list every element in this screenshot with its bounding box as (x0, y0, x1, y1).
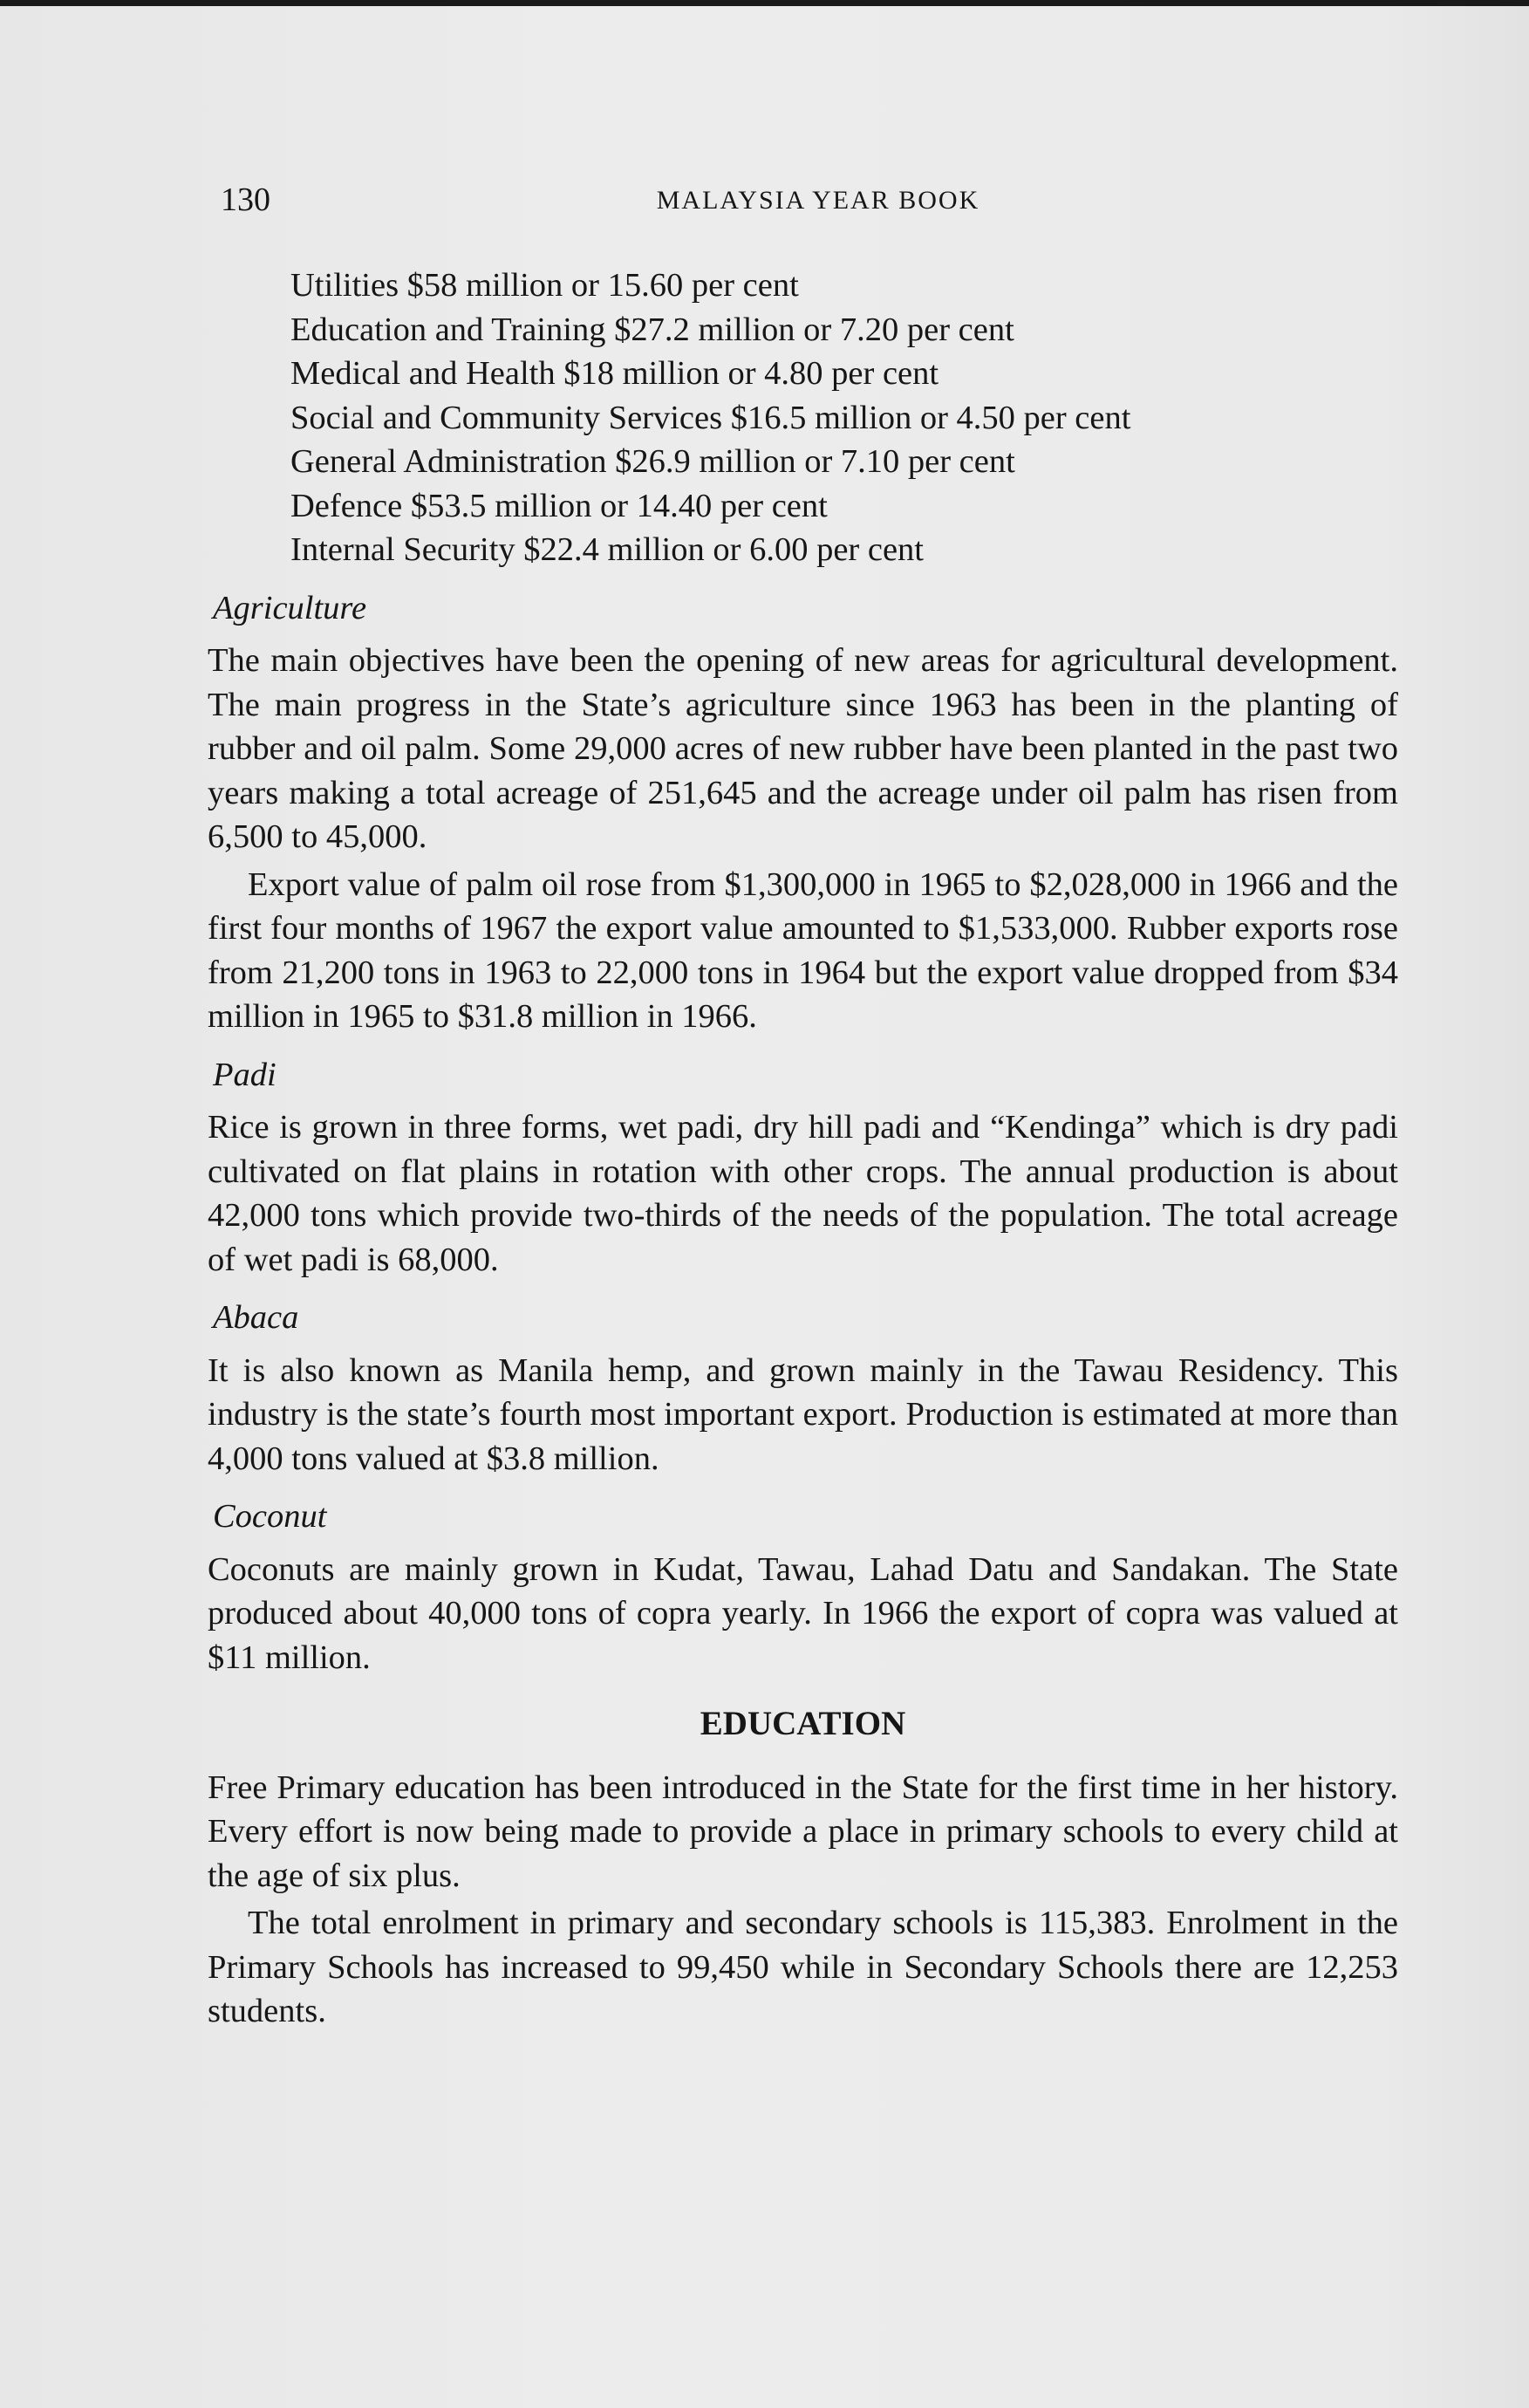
coconut-heading: Coconut (213, 1498, 327, 1535)
allocation-item: Internal Security $22.4 million or 6.00 per cent (290, 531, 924, 568)
page-content (208, 263, 1398, 2034)
allocation-item: Social and Community Services $16.5 million or 4.50 per cent (290, 399, 1131, 436)
running-head (221, 181, 1398, 224)
scan-top-edge (0, 0, 1529, 6)
book-title: MALAYSIA YEAR BOOK (656, 186, 980, 215)
agriculture-paragraph: Export value of palm oil rose from $1,300,000 in 1965 to $2,028,000 in 1966 and the first four months of 1967 the export value amounted to $1,533,000. Rubber exports rose from 21,200 tons in 1963 to 22,000 tons in 1964 but the export value dropped from $34 million in 1965 to $31.8 million in 1966. (208, 865, 1398, 1035)
allocation-item: Defence $53.5 million or 14.40 per cent (290, 487, 828, 524)
allocation-item: Utilities $58 million or 15.60 per cent (290, 267, 799, 304)
book-page (0, 6, 1529, 2408)
allocation-item: Education and Training $27.2 million or 7.20 per cent (290, 311, 1014, 348)
education-paragraph: The total enrolment in primary and secondary schools is 115,383. Enrolment in the Primary Schools has increased to 99,450 while in Secondary Schools there are 12,253 students. (208, 1905, 1398, 2029)
education-heading: EDUCATION (700, 1705, 906, 1742)
agriculture-heading: Agriculture (213, 589, 367, 626)
abaca-heading: Abaca (213, 1299, 299, 1336)
coconut-paragraph: Coconuts are mainly grown in Kudat, Tawau, Lahad Datu and Sandakan. The State produced about 40,000 tons of copra yearly. In 1966 the export of copra was valued at $11 million. (208, 1550, 1398, 1676)
allocation-item: Medical and Health $18 million or 4.80 per cent (290, 355, 939, 392)
padi-paragraph: Rice is grown in three forms, wet padi, dry hill padi and “Kendinga” which is dry padi cultivated on flat plains in rotation with other crops. The annual production is about 42,000 tons which provide two-thirds of the needs of the population. The total acreage of wet padi is 68,000. (208, 1109, 1398, 1278)
abaca-paragraph: It is also known as Manila hemp, and grown mainly in the Tawau Residency. This industry is the state’s fourth most important export. Production is estimated at more than 4,000 tons valued at $3.8 million. (208, 1351, 1398, 1477)
padi-heading: Padi (213, 1056, 276, 1093)
education-paragraph: Free Primary education has been introduced in the State for the first time in her history. Every effort is now being made to provide a place in primary schools to every child at the age of six plus. (208, 1768, 1398, 1894)
allocation-list (208, 263, 1398, 572)
agriculture-paragraph: The main objectives have been the opening of new areas for agricultural development. The main progress in the State’s agriculture since 1963 has been in the planting of rubber and oil palm. Some 29,000 acres of new rubber have been planted in the past two years making a total acreage of 251,645 and the acreage under oil palm has risen from 6,500 to 45,000. (208, 642, 1398, 855)
allocation-item: General Administration $26.9 million or 7.10 per cent (290, 443, 1015, 480)
page-number: 130 (221, 181, 270, 218)
